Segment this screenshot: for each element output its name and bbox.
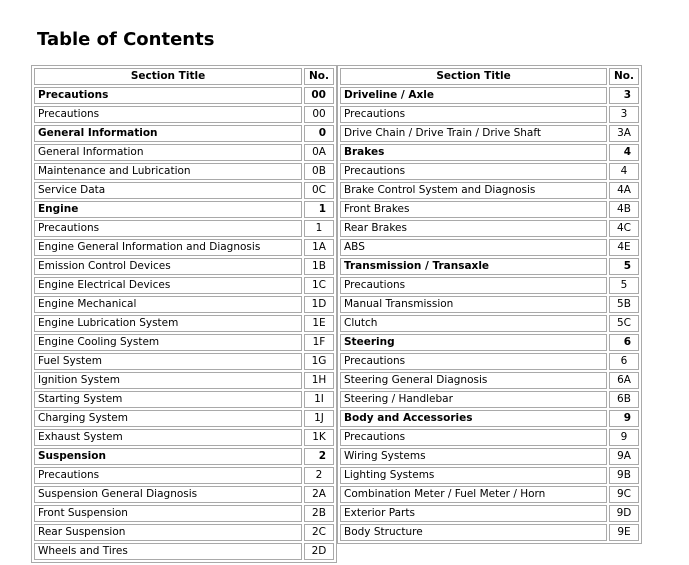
section-number-cell: 2C [304,524,334,541]
section-number-cell: 1F [304,334,334,351]
table-row [340,505,639,522]
toc-rows-left [34,87,334,560]
section-number-cell: 0A [304,144,334,161]
section-title-cell: Rear Brakes [340,220,607,237]
section-number-cell: 4 [609,163,639,180]
section-number-cell: 1B [304,258,334,275]
table-row [34,315,334,332]
section-number-cell: 4C [609,220,639,237]
section-heading-row [340,144,639,161]
section-title-cell: Service Data [34,182,302,199]
section-number-cell: 1G [304,353,334,370]
section-title-cell: Charging System [34,410,302,427]
table-row [340,391,639,408]
table-row [34,524,334,541]
section-title-cell: Engine Lubrication System [34,315,302,332]
number-header: No. [609,68,639,85]
section-number-cell: 1 [304,201,334,218]
table-row [34,429,334,446]
section-title-header: Section Title [340,68,607,85]
table-row [34,353,334,370]
section-number-cell: 4A [609,182,639,199]
section-number-cell: 4B [609,201,639,218]
section-number-cell: 5 [609,258,639,275]
section-heading-row [340,334,639,351]
section-title-cell: Steering / Handlebar [340,391,607,408]
section-number-cell: 5C [609,315,639,332]
section-title-cell: Steering General Diagnosis [340,372,607,389]
section-number-cell: 9 [609,429,639,446]
section-number-cell: 2A [304,486,334,503]
section-title-cell: Body Structure [340,524,607,541]
table-row [34,239,334,256]
section-title-cell: Rear Suspension [34,524,302,541]
section-number-cell: 1C [304,277,334,294]
table-row [34,144,334,161]
section-number-cell: 0B [304,163,334,180]
section-title-cell: Precautions [340,106,607,123]
section-title-cell: Precautions [340,353,607,370]
section-number-cell: 1I [304,391,334,408]
section-title-cell: Precautions [34,106,302,123]
table-row [34,258,334,275]
table-row [340,372,639,389]
section-title-cell: Wiring Systems [340,448,607,465]
section-title-header: Section Title [34,68,302,85]
table-row [34,182,334,199]
section-title-cell: Precautions [340,429,607,446]
section-title-cell: Exterior Parts [340,505,607,522]
toc-table-left [31,65,337,563]
section-heading-row [34,87,334,104]
table-row [34,277,334,294]
section-number-cell: 9E [609,524,639,541]
table-row [340,448,639,465]
section-number-cell: 3A [609,125,639,142]
section-number-cell: 1A [304,239,334,256]
section-number-cell: 6B [609,391,639,408]
table-row [340,106,639,123]
section-title-cell: Front Suspension [34,505,302,522]
table-row [340,315,639,332]
section-number-cell: 3 [609,106,639,123]
section-title-cell: Manual Transmission [340,296,607,313]
section-title-cell: Emission Control Devices [34,258,302,275]
section-title-cell: Precautions [340,277,607,294]
table-row [340,239,639,256]
section-number-cell: 0 [304,125,334,142]
section-title-cell: Clutch [340,315,607,332]
section-number-cell: 9C [609,486,639,503]
section-number-cell: 3 [609,87,639,104]
section-title-cell: Lighting Systems [340,467,607,484]
section-number-cell: 6A [609,372,639,389]
section-title-cell: Starting System [34,391,302,408]
table-row [34,505,334,522]
section-number-cell: 1E [304,315,334,332]
header-row [340,68,639,85]
toc-table-right [337,65,642,544]
table-row [34,296,334,313]
table-row [34,543,334,560]
table-row [340,220,639,237]
section-title-cell: Fuel System [34,353,302,370]
toc-rows-right [340,87,639,541]
section-title-cell: General Information [34,144,302,161]
section-title-cell: Drive Chain / Drive Train / Drive Shaft [340,125,607,142]
number-header: No. [304,68,334,85]
section-heading-row [34,201,334,218]
section-heading-row [340,258,639,275]
table-row [34,410,334,427]
section-number-cell: 4E [609,239,639,256]
section-number-cell: 1H [304,372,334,389]
section-title-cell: Precautions [340,163,607,180]
table-row [340,296,639,313]
header-row [34,68,334,85]
section-title-cell: ABS [340,239,607,256]
section-number-cell: 2D [304,543,334,560]
table-row [34,372,334,389]
section-title-cell: Precautions [34,467,302,484]
page-title: Table of Contents [37,29,215,50]
section-title-cell: Suspension [34,448,302,465]
section-title-cell: Front Brakes [340,201,607,218]
table-row [340,163,639,180]
table-row [34,163,334,180]
section-number-cell: 00 [304,87,334,104]
section-number-cell: 9 [609,410,639,427]
section-number-cell: 1 [304,220,334,237]
table-row [34,220,334,237]
section-number-cell: 5B [609,296,639,313]
section-title-cell: Engine Cooling System [34,334,302,351]
section-title-cell: Suspension General Diagnosis [34,486,302,503]
section-title-cell: Steering [340,334,607,351]
table-row [34,391,334,408]
table-row [340,524,639,541]
section-title-cell: Engine Mechanical [34,296,302,313]
section-title-cell: Engine Electrical Devices [34,277,302,294]
section-title-cell: Ignition System [34,372,302,389]
section-number-cell: 2 [304,448,334,465]
section-title-cell: Brake Control System and Diagnosis [340,182,607,199]
section-number-cell: 9D [609,505,639,522]
section-title-cell: Engine General Information and Diagnosis [34,239,302,256]
section-number-cell: 9B [609,467,639,484]
section-heading-row [340,87,639,104]
section-number-cell: 00 [304,106,334,123]
table-row [340,353,639,370]
section-number-cell: 6 [609,353,639,370]
section-heading-row [340,410,639,427]
section-title-cell: Body and Accessories [340,410,607,427]
table-row [34,486,334,503]
section-number-cell: 4 [609,144,639,161]
table-row [340,182,639,199]
section-title-cell: Precautions [34,220,302,237]
table-row [340,429,639,446]
section-heading-row [34,125,334,142]
table-row [34,334,334,351]
table-row [340,125,639,142]
section-title-cell: Transmission / Transaxle [340,258,607,275]
section-title-cell: Engine [34,201,302,218]
section-number-cell: 6 [609,334,639,351]
section-heading-row [34,448,334,465]
section-title-cell: Combination Meter / Fuel Meter / Horn [340,486,607,503]
section-number-cell: 5 [609,277,639,294]
section-title-cell: Maintenance and Lubrication [34,163,302,180]
section-number-cell: 0C [304,182,334,199]
section-number-cell: 1K [304,429,334,446]
section-number-cell: 1J [304,410,334,427]
section-title-cell: Wheels and Tires [34,543,302,560]
section-title-cell: Exhaust System [34,429,302,446]
section-number-cell: 2B [304,505,334,522]
table-row [340,486,639,503]
section-title-cell: Precautions [34,87,302,104]
section-title-cell: Brakes [340,144,607,161]
table-row [340,201,639,218]
table-row [340,277,639,294]
table-row [34,467,334,484]
table-row [34,106,334,123]
table-row [340,467,639,484]
section-title-cell: Driveline / Axle [340,87,607,104]
section-number-cell: 1D [304,296,334,313]
section-title-cell: General Information [34,125,302,142]
section-number-cell: 9A [609,448,639,465]
section-number-cell: 2 [304,467,334,484]
